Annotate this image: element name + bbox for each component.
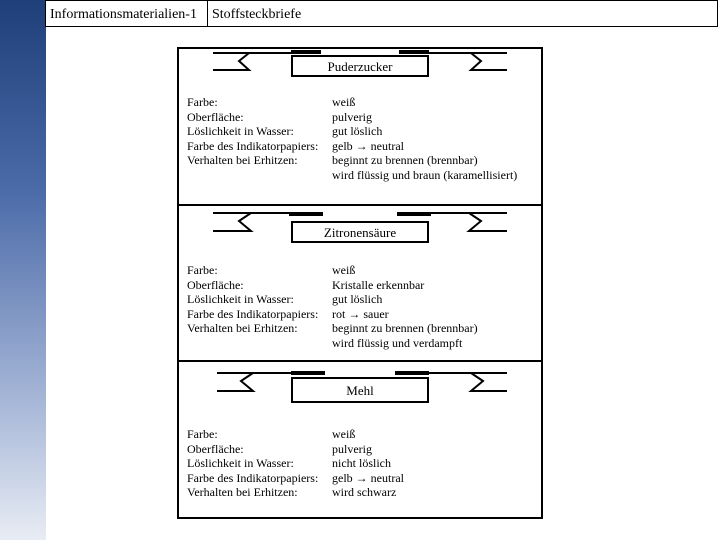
property-value: weiß [332, 427, 356, 441]
property-row [187, 124, 517, 139]
property-label: Verhalten bei Erhitzen: [187, 153, 298, 167]
property-list [187, 95, 517, 182]
property-value: beginnt zu brennen (brennbar) [332, 153, 478, 167]
property-row [187, 456, 404, 471]
property-label: Farbe: [187, 95, 218, 109]
property-list [187, 263, 478, 350]
property-label: Verhalten bei Erhitzen: [187, 485, 298, 499]
property-value: wird flüssig und verdampft [332, 335, 463, 350]
property-value: pulverig [332, 109, 372, 124]
section-divider [179, 204, 541, 206]
property-value: weiß [332, 95, 356, 109]
property-row [187, 292, 478, 307]
property-value: Kristalle erkennbar [332, 277, 425, 292]
property-row [187, 471, 404, 486]
property-value: nicht löslich [332, 456, 391, 470]
section-title: Mehl [291, 377, 429, 403]
property-value: beginnt zu brennen (brennbar) [332, 321, 478, 335]
property-label: Farbe: [187, 263, 218, 277]
property-row [187, 307, 478, 322]
property-label: Löslichkeit in Wasser: [187, 292, 294, 306]
property-value: gut löslich [332, 124, 383, 138]
property-label: Löslichkeit in Wasser: [187, 124, 294, 138]
property-label: Oberfläche: [187, 441, 244, 456]
property-row [187, 336, 478, 351]
banner-ribbon [179, 49, 541, 89]
substance-sheet [177, 47, 543, 519]
property-row [187, 485, 404, 500]
property-label: Oberfläche: [187, 277, 244, 292]
property-row [187, 153, 517, 168]
property-label: Farbe: [187, 427, 218, 441]
property-label: Farbe des Indikatorpapiers: [187, 306, 319, 321]
property-row [187, 278, 478, 293]
property-value: weiß [332, 263, 356, 277]
property-row [187, 442, 404, 457]
property-value: gut löslich [332, 292, 383, 306]
property-row [187, 95, 517, 110]
banner-ribbon [179, 363, 541, 403]
property-value: wird schwarz [332, 485, 397, 499]
property-row [187, 263, 478, 278]
property-row [187, 321, 478, 336]
property-value: gelb → neutral [332, 138, 404, 153]
property-label: Oberfläche: [187, 109, 244, 124]
property-row [187, 427, 404, 442]
property-value: rot → sauer [332, 306, 389, 321]
header-tab-informationsmaterialien: Informationsmaterialien-1 [45, 0, 208, 27]
property-value: wird flüssig und braun (karamellisiert) [332, 167, 518, 182]
property-label: Löslichkeit in Wasser: [187, 456, 294, 470]
property-value: gelb → neutral [332, 470, 404, 485]
section-title: Zitronensäure [291, 221, 429, 243]
property-label: Farbe des Indikatorpapiers: [187, 470, 319, 485]
property-value: pulverig [332, 441, 372, 456]
header-tab-stoffsteckbriefe: Stoffsteckbriefe [207, 0, 718, 27]
banner-ribbon [179, 207, 541, 247]
property-row [187, 168, 517, 183]
property-label: Verhalten bei Erhitzen: [187, 321, 298, 335]
property-label: Farbe des Indikatorpapiers: [187, 138, 319, 153]
property-label [187, 336, 332, 351]
property-label [187, 168, 332, 183]
property-row [187, 139, 517, 154]
property-list [187, 427, 404, 500]
sidebar-gradient [0, 0, 46, 540]
property-row [187, 110, 517, 125]
section-divider [179, 360, 541, 362]
section-title: Puderzucker [291, 55, 429, 77]
